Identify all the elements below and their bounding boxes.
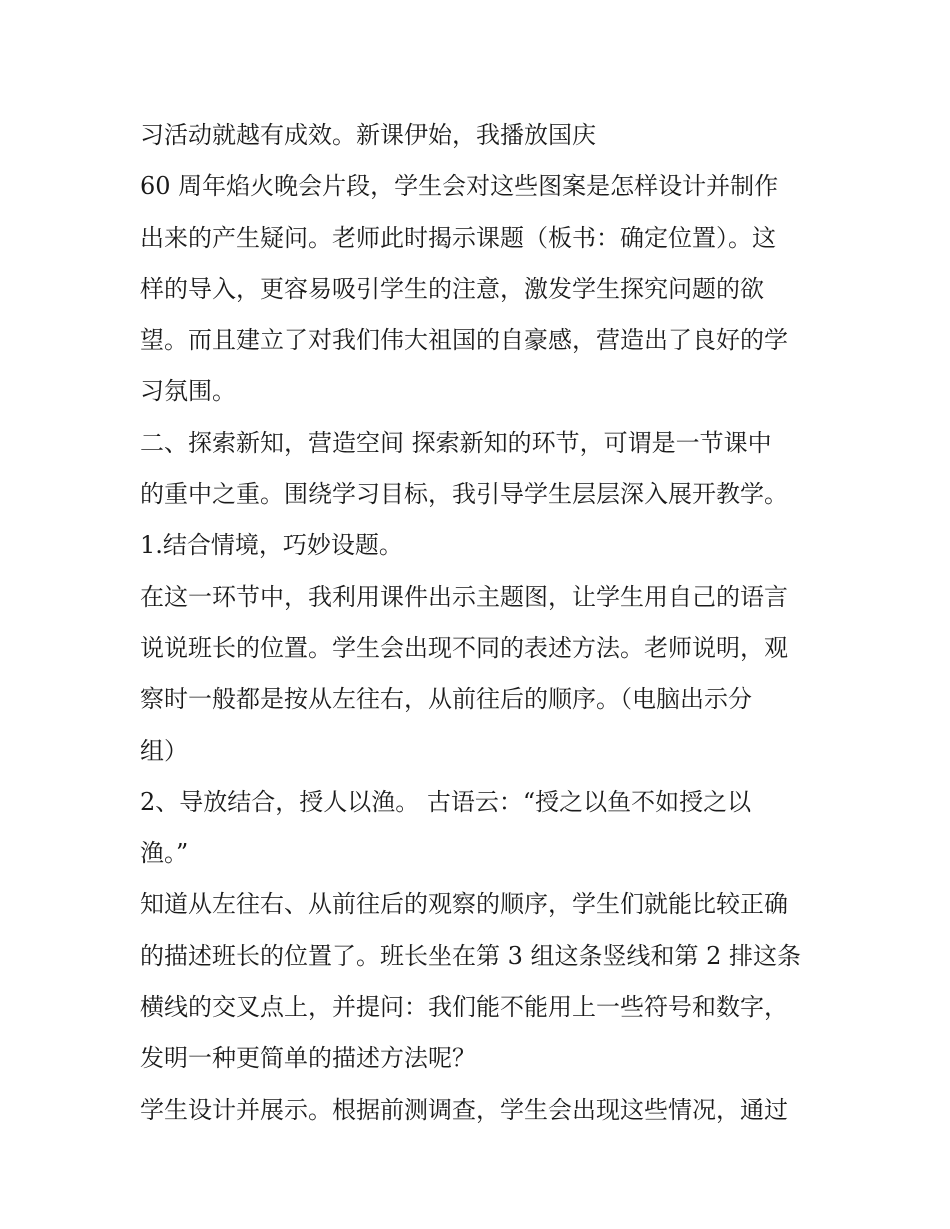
text-line: 在这一环节中，我利用课件出示主题图，让学生用自己的语言 — [140, 582, 788, 611]
subheading-line: 1.结合情境，巧妙设题。 — [140, 531, 403, 560]
subheading-line: 2、导放结合，授人以渔。 古语云：“授之以鱼不如授之以 — [140, 787, 752, 816]
text-line: 察时一般都是按从左往右，从前往后的顺序。（电脑出示分 — [140, 685, 752, 714]
text-line: 说说班长的位置。学生会出现不同的表述方法。老师说明，观 — [140, 633, 788, 662]
text-line: 学生设计并展示。根据前测调查，学生会出现这些情况，通过 — [140, 1095, 788, 1124]
text-line: 渔。” — [140, 839, 189, 868]
text-line: 出来的产生疑问。老师此时揭示课题（板书：确定位置）。这 — [140, 223, 776, 252]
text-line: 望。而且建立了对我们伟大祖国的自豪感，营造出了良好的学 — [140, 326, 788, 355]
text-line: 习活动就越有成效。新课伊始，我播放国庆 — [140, 121, 596, 149]
text-line: 的重中之重。围绕学习目标，我引导学生层层深入展开教学。 — [140, 480, 788, 509]
text-line: 发明一种更简单的描述方法呢？ — [140, 1044, 476, 1073]
text-line: 组） — [140, 736, 188, 765]
text-line: 横线的交叉点上，并提问：我们能不能用上一些符号和数字， — [140, 993, 788, 1022]
text-line: 知道从左往右、从前往后的观察的顺序，学生们就能比较正确 — [140, 890, 788, 919]
text-line: 的描述班长的位置了。班长坐在第 3 组这条竖线和第 2 排这条 — [140, 941, 802, 970]
document-text-body — [140, 110, 820, 1136]
section-heading-line: 二、探索新知，营造空间 探索新知的环节，可谓是一节课中 — [140, 428, 772, 457]
text-line: 样的导入，更容易吸引学生的注意，激发学生探究问题的欲 — [140, 274, 764, 303]
text-line: 习氛围。 — [140, 377, 236, 406]
text-line: 60 周年焰火晚会片段，学生会对这些图案是怎样设计并制作 — [140, 172, 779, 201]
